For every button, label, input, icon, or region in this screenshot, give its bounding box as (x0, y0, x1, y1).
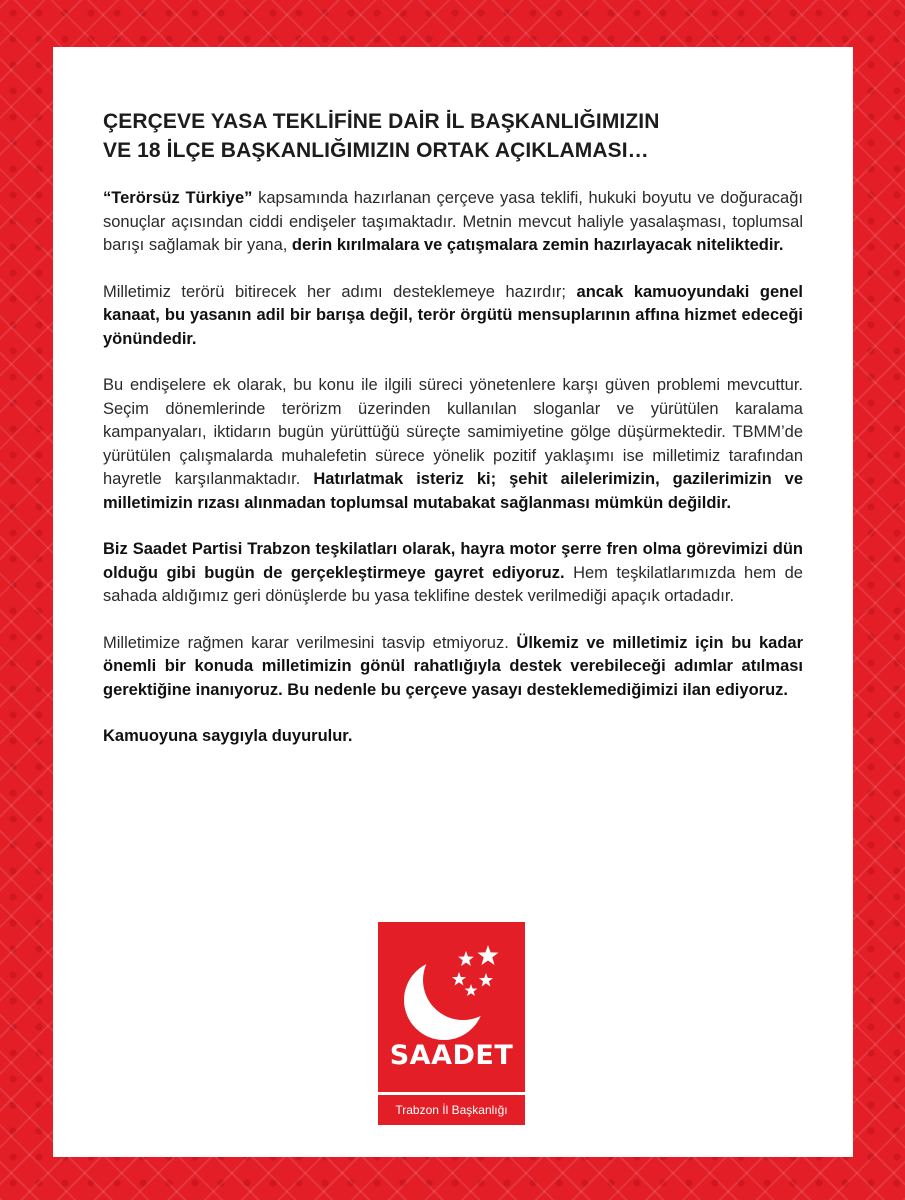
closing-line (103, 725, 803, 749)
title-line-1: ÇERÇEVE YASA TEKLİFİNE DAİR İL BAŞKANLIĞIMIZIN (103, 110, 660, 133)
paragraph-3 (103, 374, 803, 515)
paragraph-5 (103, 632, 803, 703)
text: kapsamında hazırlanan çerçeve yasa teklifi, hukuki boyutu ve doğuracağı sonuçlar açısından ciddi endişeler taşımaktadır. Metnin mevcut haliyle yasalaşması, toplumsal barışı sağlamak bir yana, (103, 189, 803, 254)
logo-emblem (378, 922, 525, 1092)
title-line-2: VE 18 İLÇE BAŞKANLIĞIMIZIN ORTAK AÇIKLAMASI… (103, 139, 649, 162)
text: Bu endişelere ek olarak, bu konu ile ilgili süreci yönetenlere karşı güven problemi mevcuttur. Seçim dönemlerinde terörizm üzerinden kullanılan sloganlar ve yürütülen karalama kampanyaları, iktidarın bugün yürüttüğü süreçte samimiyetine gölge düşürmektedir. TBMM’de yürütülen çalışmalarda muhalefetin sürece yönelik pozitif yaklaşımı ise milletimiz tarafından hayretle karşılanmaktadır. (103, 376, 803, 488)
text: Milletimize rağmen karar verilmesini tasvip etmiyoruz. (103, 633, 517, 652)
bold-text: Ülkemiz ve milletimiz için bu kadar önemli bir konuda milletimizin gönül rahatlığıyla destek verebileceği adımlar atılması gerektiğine inanıyoruz. Bu nedenle bu çerçeve yasayı desteklemediğimizi ilan ediyoruz. (103, 633, 804, 699)
bold-text: “Terörsüz Türkiye” (103, 189, 253, 207)
logo-subtitle: Trabzon İl Başkanlığı (378, 1095, 525, 1125)
bold-text: ancak kamuoyundaki genel kanaat, bu yasanın adil bir barışa değil, terör örgütü mensuplarının affına hizmet edeceği yönündedir. (103, 282, 803, 348)
text: Milletimiz terörü bitirecek her adımı desteklemeye hazırdır; (103, 282, 577, 301)
bold-text: derin kırılmalara ve çatışmalara zemin hazırlayacak niteliktedir. (291, 236, 784, 254)
saadet-logo (378, 922, 525, 1125)
bold-text: Hatırlatmak isteriz ki; şehit ailelerimizin, gazilerimizin ve milletimizin rızası alınmadan toplumsal mutabakat sağlanması mümkün değildir. (103, 470, 804, 512)
text: Hem teşkilatlarımızda hem de sahada aldığımız geri dönüşlerde bu yasa teklifine destek verilmediği apaçık ortadadır. (103, 563, 803, 605)
bold-text: Kamuoyuna saygıyla duyurulur. (103, 727, 353, 745)
paragraph-4 (103, 538, 803, 609)
paragraph-2 (103, 281, 803, 352)
document-body (103, 187, 803, 772)
document-title (103, 107, 823, 165)
document-sheet (53, 47, 853, 1157)
logo-wordmark: SAADET (389, 1040, 514, 1071)
bold-text: Biz Saadet Partisi Trabzon teşkilatları olarak, hayra motor şerre fren olma görevimizi dün olduğu gibi bugün de gerçekleştirmeye gayret ediyoruz. (103, 540, 803, 582)
paragraph-1 (103, 187, 803, 258)
